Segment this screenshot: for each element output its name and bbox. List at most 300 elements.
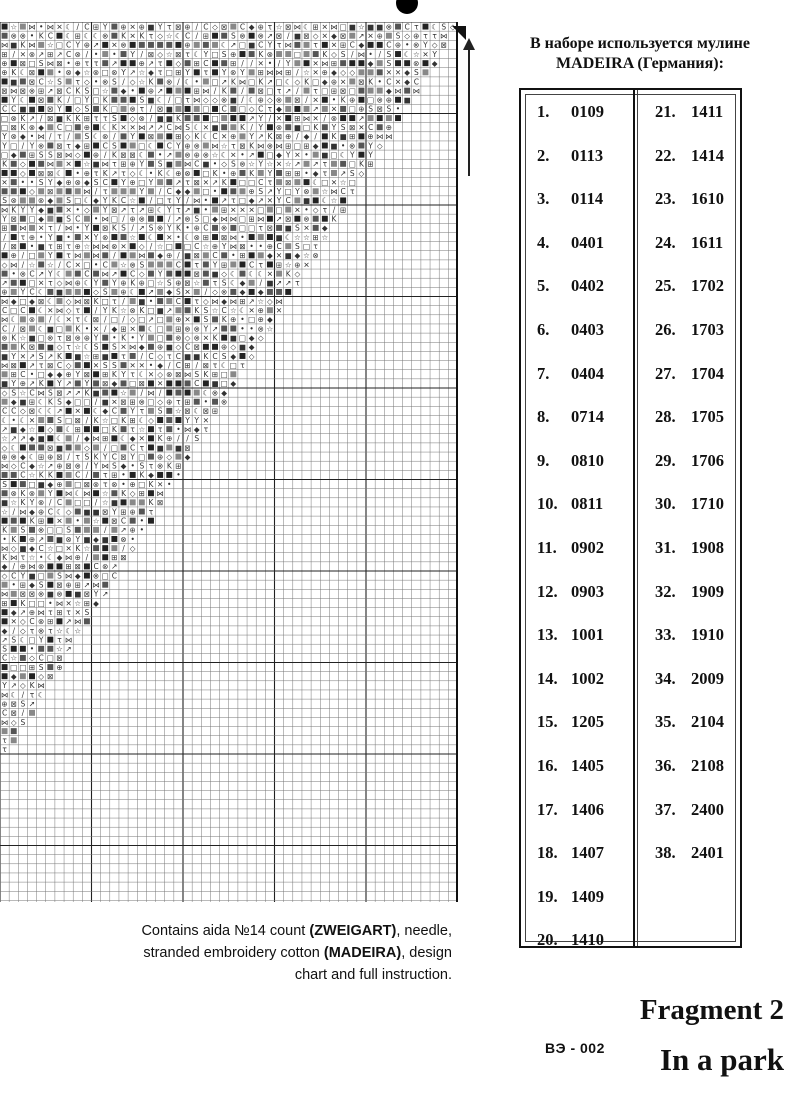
svg-text:☾: ☾: [229, 269, 237, 279]
svg-text:☾: ☾: [248, 269, 255, 279]
svg-text:⊕: ⊕: [138, 58, 145, 68]
svg-text:C: C: [75, 214, 81, 224]
svg-text:◆: ◆: [120, 461, 127, 471]
svg-text:τ: τ: [75, 452, 81, 462]
svg-text:□: □: [165, 241, 173, 251]
svg-text:⊕: ⊕: [65, 370, 72, 380]
svg-text:C: C: [212, 351, 218, 361]
svg-text:◇: ◇: [404, 31, 411, 41]
svg-text:⊞: ⊞: [221, 205, 228, 215]
svg-text:⊞: ⊞: [92, 351, 100, 361]
svg-text:/: /: [241, 95, 244, 105]
svg-text:⊕: ⊕: [1, 699, 8, 709]
svg-text:□: □: [138, 315, 146, 325]
legend-item: [655, 843, 724, 887]
legend-item: [655, 102, 724, 146]
svg-text:•: •: [38, 232, 44, 242]
svg-text:⊗: ⊗: [221, 287, 228, 297]
svg-text:■: ■: [156, 306, 164, 315]
svg-text:C: C: [221, 104, 227, 114]
svg-text:/: /: [76, 22, 80, 32]
svg-text:↗: ↗: [65, 379, 72, 389]
svg-text:◇: ◇: [1, 260, 8, 270]
svg-text:C: C: [11, 571, 17, 581]
svg-text:Y: Y: [57, 379, 62, 389]
svg-text:□: □: [202, 187, 210, 197]
svg-text:☆: ☆: [284, 159, 292, 169]
svg-text:□: □: [238, 196, 247, 206]
svg-text:Y: Y: [75, 534, 81, 544]
svg-text:☾: ☾: [83, 315, 91, 325]
legend-item: [655, 451, 724, 495]
svg-text:⊞: ⊞: [349, 132, 356, 142]
svg-text:■: ■: [321, 150, 329, 160]
svg-text:✕: ✕: [330, 177, 338, 187]
svg-text:/: /: [12, 324, 15, 334]
svg-text:•: •: [38, 22, 44, 32]
svg-text:⊕: ⊕: [65, 177, 72, 187]
svg-text:☾: ☾: [83, 278, 91, 288]
svg-text:✕: ✕: [147, 370, 155, 380]
svg-text:⊠: ⊠: [440, 40, 447, 50]
svg-text:◇: ◇: [340, 68, 347, 78]
svg-text:◆: ◆: [303, 132, 310, 142]
svg-text:τ: τ: [66, 251, 71, 261]
svg-text:⊞: ⊞: [239, 296, 246, 306]
svg-text:☾: ☾: [165, 168, 173, 178]
svg-text:/: /: [94, 498, 98, 508]
svg-text:□: □: [55, 525, 64, 535]
svg-text:⊞: ⊞: [138, 489, 145, 498]
svg-text:◆: ◆: [19, 452, 26, 462]
svg-text:C: C: [203, 58, 209, 68]
svg-text:S: S: [47, 150, 53, 160]
svg-text:S: S: [47, 388, 53, 398]
svg-text:S: S: [2, 644, 7, 654]
svg-text:⊠: ⊠: [10, 708, 17, 718]
svg-text:☆: ☆: [266, 324, 274, 334]
svg-text:□: □: [238, 40, 247, 50]
svg-text:■: ■: [302, 196, 311, 206]
svg-text:τ: τ: [240, 360, 245, 370]
svg-text:•: •: [66, 232, 71, 242]
svg-text:S: S: [38, 351, 44, 361]
svg-text:⊗: ⊗: [19, 31, 27, 41]
svg-text:•: •: [340, 141, 346, 151]
svg-text:◇: ◇: [148, 415, 154, 425]
svg-text:⊠: ⊠: [202, 406, 210, 416]
svg-text:◇: ◇: [212, 95, 218, 105]
svg-text:•: •: [57, 68, 62, 78]
svg-text:⊠: ⊠: [202, 360, 210, 370]
svg-text:⊗: ⊗: [413, 40, 420, 50]
svg-text:✕: ✕: [74, 406, 81, 416]
svg-text:⋈: ⋈: [55, 598, 64, 608]
svg-text:K: K: [75, 113, 81, 123]
legend-item-code: 2009: [691, 668, 724, 688]
svg-text:⊠: ⊠: [10, 241, 17, 251]
svg-text:K: K: [29, 516, 35, 526]
svg-text:◇: ◇: [257, 333, 264, 343]
svg-text:τ: τ: [167, 351, 172, 361]
svg-text:⊠: ⊠: [56, 86, 63, 96]
svg-text:☾: ☾: [83, 31, 91, 41]
svg-text:/: /: [241, 58, 244, 68]
legend-item-code: 1406: [571, 799, 604, 819]
svg-text:✕: ✕: [65, 159, 72, 169]
svg-text:□: □: [257, 205, 265, 215]
legend-item-code: 1410: [571, 930, 604, 950]
svg-text:⊕: ⊕: [257, 22, 264, 32]
svg-text:◆: ◆: [93, 598, 99, 608]
svg-text:C: C: [66, 260, 72, 270]
legend-item-number: 10.: [537, 494, 558, 514]
svg-text:τ: τ: [157, 58, 163, 68]
svg-text:⋈: ⋈: [74, 296, 82, 306]
svg-text:◇: ◇: [19, 617, 26, 627]
svg-text:τ: τ: [2, 745, 7, 755]
svg-text:☾: ☾: [156, 95, 164, 105]
svg-text:⊞: ⊞: [111, 470, 118, 480]
svg-text:/: /: [12, 49, 15, 59]
svg-text:⊕: ⊕: [385, 95, 393, 105]
svg-text:✕: ✕: [367, 31, 374, 41]
svg-text:☆: ☆: [156, 241, 164, 251]
svg-text:/: /: [67, 132, 70, 142]
legend-item-number: 33.: [655, 625, 676, 645]
svg-text:☾: ☾: [431, 22, 438, 32]
svg-text:⋈: ⋈: [0, 690, 9, 700]
svg-text:⋈: ⋈: [174, 123, 183, 132]
svg-text:τ: τ: [432, 31, 437, 41]
svg-text:✕: ✕: [394, 77, 402, 87]
svg-text:•: •: [112, 49, 117, 59]
svg-text:□: □: [92, 95, 100, 105]
svg-text:τ: τ: [139, 104, 145, 114]
svg-text:K: K: [111, 196, 117, 206]
svg-text:☆: ☆: [138, 68, 146, 78]
svg-text:↗: ↗: [156, 123, 164, 132]
svg-text:•: •: [29, 31, 35, 41]
svg-text:⊗: ⊗: [193, 333, 200, 343]
svg-text:K: K: [175, 223, 181, 233]
svg-text:⊞: ⊞: [83, 141, 91, 151]
svg-text:⊞: ⊞: [285, 168, 292, 178]
legend-item-code: 0811: [571, 494, 604, 514]
svg-text:✕: ✕: [275, 113, 283, 123]
svg-text:τ: τ: [267, 22, 273, 32]
svg-text:☾: ☾: [65, 22, 72, 32]
svg-text:↗: ↗: [10, 681, 17, 691]
svg-text:↗: ↗: [221, 196, 228, 206]
svg-text:K: K: [285, 269, 291, 279]
svg-text:K: K: [111, 150, 117, 160]
svg-text:✕: ✕: [138, 434, 145, 444]
svg-text:☾: ☾: [147, 324, 155, 334]
svg-text:⊠: ⊠: [74, 415, 81, 425]
svg-text:✕: ✕: [202, 177, 210, 187]
legend-item-number: 13.: [537, 625, 558, 645]
svg-text:☆: ☆: [74, 342, 82, 352]
svg-text:/: /: [158, 187, 162, 197]
svg-text:K: K: [121, 415, 126, 425]
svg-text:⊕: ⊕: [376, 31, 383, 41]
svg-text:□: □: [321, 177, 329, 187]
svg-text:☆: ☆: [83, 68, 91, 78]
svg-text:τ: τ: [102, 187, 108, 197]
svg-text:S: S: [38, 58, 44, 68]
svg-text:•: •: [167, 479, 172, 489]
svg-text:⋈: ⋈: [0, 205, 9, 215]
svg-text:C: C: [148, 351, 154, 361]
svg-text:✕: ✕: [83, 232, 91, 242]
svg-text:⊗: ⊗: [92, 571, 100, 581]
svg-text:C: C: [75, 470, 81, 480]
svg-text:■: ■: [28, 333, 36, 343]
svg-text:✕: ✕: [28, 415, 36, 425]
svg-text:◆: ◆: [19, 424, 26, 434]
svg-text:↗: ↗: [248, 296, 255, 306]
svg-text:◇: ◇: [10, 461, 17, 471]
svg-text:■: ■: [101, 351, 109, 361]
svg-text:⊠: ⊠: [285, 177, 292, 187]
legend-item: [537, 364, 604, 408]
svg-text:τ: τ: [48, 241, 53, 251]
svg-text:⋈: ⋈: [92, 580, 100, 590]
svg-text:⊠: ⊠: [56, 653, 63, 663]
svg-text:τ: τ: [157, 424, 163, 434]
svg-text:⊞: ⊞: [120, 159, 127, 169]
legend-item: [655, 189, 724, 233]
svg-text:⊕: ⊕: [211, 241, 219, 251]
svg-text:◆: ◆: [38, 123, 45, 132]
svg-text:◇: ◇: [248, 351, 255, 361]
svg-text:↗: ↗: [257, 132, 264, 142]
svg-text:K: K: [121, 333, 126, 343]
svg-text:⊞: ⊞: [28, 150, 36, 160]
svg-text:⊠: ⊠: [10, 699, 17, 709]
svg-text:◆: ◆: [367, 58, 374, 68]
svg-text:☆: ☆: [229, 306, 237, 315]
svg-text:/: /: [195, 360, 198, 370]
svg-text:✕: ✕: [248, 306, 255, 315]
svg-text:✕: ✕: [74, 260, 81, 270]
svg-text:⊗: ⊗: [10, 196, 17, 206]
svg-text:☆: ☆: [74, 598, 82, 608]
svg-text:τ: τ: [102, 479, 108, 489]
svg-text:□: □: [156, 324, 164, 334]
svg-text:⊕: ⊕: [120, 287, 127, 297]
svg-text:□: □: [220, 370, 228, 380]
legend-item-code: 0402: [571, 276, 604, 296]
svg-text:K: K: [249, 141, 255, 151]
svg-text:C: C: [29, 269, 35, 279]
svg-text:↗: ↗: [248, 150, 255, 160]
svg-text:⊗: ⊗: [156, 223, 164, 233]
svg-text:τ: τ: [57, 635, 62, 645]
svg-text:K: K: [111, 424, 117, 434]
svg-text:•: •: [93, 77, 99, 87]
svg-text:⊗: ⊗: [102, 232, 109, 242]
svg-text:☾: ☾: [10, 315, 18, 325]
svg-text:☾: ☾: [92, 132, 100, 142]
svg-text:/: /: [85, 553, 89, 563]
svg-text:K: K: [47, 397, 53, 407]
svg-text:◆: ◆: [358, 40, 365, 50]
svg-text:τ: τ: [66, 241, 71, 251]
svg-text:■: ■: [376, 22, 384, 32]
svg-text:•: •: [203, 196, 209, 206]
svg-text:K: K: [38, 470, 44, 480]
svg-text:☆: ☆: [165, 31, 173, 41]
svg-text:K: K: [148, 498, 154, 508]
svg-text:☾: ☾: [37, 690, 45, 700]
svg-text:⊕: ⊕: [28, 232, 36, 242]
svg-text:/: /: [94, 306, 98, 315]
svg-text:•: •: [93, 214, 99, 224]
svg-text:Y: Y: [84, 95, 90, 105]
svg-text:◆: ◆: [193, 424, 200, 434]
svg-text:S: S: [57, 571, 62, 581]
svg-text:/: /: [58, 260, 61, 270]
svg-text:•: •: [240, 324, 245, 334]
svg-text:◆: ◆: [239, 278, 246, 288]
svg-text:☾: ☾: [193, 406, 201, 416]
svg-text:⋈: ⋈: [357, 49, 366, 59]
svg-text:⊠: ⊠: [10, 214, 17, 224]
svg-text:⊠: ⊠: [1, 86, 8, 96]
svg-text:K: K: [20, 40, 26, 50]
svg-text:•: •: [212, 187, 218, 197]
svg-text:S: S: [258, 187, 264, 197]
svg-text:Y: Y: [139, 333, 145, 343]
svg-text:☾: ☾: [220, 150, 228, 160]
legend-item: [655, 582, 724, 626]
svg-text:/: /: [103, 315, 107, 325]
svg-text:◇: ◇: [157, 31, 164, 41]
svg-text:Y: Y: [102, 22, 108, 32]
svg-text:☆: ☆: [120, 260, 127, 270]
svg-text:C: C: [1, 653, 8, 663]
legend-item-number: 6.: [537, 319, 550, 339]
svg-text:◇: ◇: [19, 159, 26, 169]
svg-text:■: ■: [193, 205, 201, 215]
svg-text:⊠: ⊠: [147, 132, 155, 142]
svg-text:Y: Y: [240, 68, 245, 78]
svg-text:C: C: [111, 406, 117, 416]
svg-text:■: ■: [28, 571, 36, 581]
svg-text:↗: ↗: [28, 351, 36, 361]
svg-text:☆: ☆: [101, 86, 109, 96]
svg-text:□: □: [293, 49, 301, 59]
svg-text:■: ■: [74, 351, 82, 361]
svg-text:τ: τ: [148, 31, 154, 41]
svg-text:/: /: [149, 113, 153, 123]
svg-text:■: ■: [238, 342, 247, 352]
svg-text:□: □: [1, 123, 9, 132]
svg-text:□: □: [37, 598, 45, 608]
svg-text:•: •: [75, 516, 80, 526]
svg-text:✕: ✕: [129, 31, 136, 41]
svg-text:⊠: ⊠: [111, 205, 118, 215]
svg-text:■: ■: [55, 534, 64, 544]
svg-text:⊞: ⊞: [1, 598, 8, 608]
svg-text:⊗: ⊗: [257, 31, 264, 41]
svg-text:⊠: ⊠: [92, 315, 100, 325]
svg-text:τ: τ: [57, 333, 62, 343]
svg-text:↗: ↗: [65, 388, 72, 398]
svg-text:S: S: [386, 58, 392, 68]
svg-text:C: C: [102, 141, 108, 151]
legend-item-code: 0810: [571, 450, 604, 470]
svg-text:⋈: ⋈: [128, 342, 137, 352]
svg-text:■: ■: [165, 159, 173, 169]
svg-text:↗: ↗: [56, 406, 63, 416]
svg-text:■: ■: [229, 95, 237, 105]
svg-text:□: □: [312, 77, 320, 87]
legend-item-number: 17.: [537, 799, 558, 819]
svg-text:τ: τ: [48, 223, 53, 233]
svg-text:⋈: ⋈: [101, 241, 109, 251]
svg-text:•: •: [331, 95, 337, 105]
svg-text:C: C: [84, 22, 90, 32]
svg-text:⊗: ⊗: [184, 214, 191, 224]
svg-text:⊠: ⊠: [303, 31, 310, 41]
svg-text:⋈: ⋈: [28, 22, 36, 32]
svg-text:☾: ☾: [19, 68, 27, 78]
svg-text:⊕: ⊕: [230, 315, 237, 325]
svg-text:◆: ◆: [248, 342, 255, 352]
svg-text:◆: ◆: [157, 360, 164, 370]
svg-text:⋈: ⋈: [257, 214, 265, 224]
svg-text:K: K: [66, 113, 72, 123]
svg-text:S: S: [413, 68, 419, 78]
svg-text:Y: Y: [276, 196, 282, 206]
svg-text:↗: ↗: [28, 113, 36, 123]
legend-item-code: 2400: [691, 799, 724, 819]
legend-item-code: 2108: [691, 755, 724, 775]
svg-text:◆: ◆: [276, 104, 282, 114]
svg-text:/: /: [49, 315, 52, 325]
svg-text:□: □: [266, 150, 274, 160]
svg-text:⊠: ⊠: [275, 31, 283, 41]
svg-text:↗: ↗: [1, 635, 8, 645]
legend-item: [537, 669, 604, 713]
svg-text:✕: ✕: [156, 479, 164, 489]
svg-text:■: ■: [55, 443, 64, 453]
legend-item-number: 35.: [655, 712, 676, 732]
legend-item-number: 2.: [537, 145, 550, 165]
legend-item-code: 0714: [571, 407, 604, 427]
svg-text:☾: ☾: [83, 196, 91, 206]
svg-text:⊠: ⊠: [47, 187, 54, 197]
svg-text:◆: ◆: [10, 672, 17, 681]
floss-legend-table: [519, 88, 742, 948]
legend-item-number: 12.: [537, 581, 558, 601]
svg-text:/: /: [296, 68, 299, 78]
legend-item: [655, 494, 724, 538]
svg-text:◇: ◇: [358, 168, 365, 178]
svg-text:⊗: ⊗: [38, 562, 45, 572]
svg-text:↗: ↗: [147, 123, 155, 132]
svg-text:⊠: ⊠: [83, 479, 91, 489]
svg-text:⊗: ⊗: [10, 31, 17, 41]
svg-text:S: S: [20, 525, 26, 535]
svg-text:↗: ↗: [111, 58, 118, 68]
svg-text:K: K: [139, 470, 145, 480]
svg-text:□: □: [238, 104, 247, 114]
svg-text:τ: τ: [276, 40, 282, 50]
